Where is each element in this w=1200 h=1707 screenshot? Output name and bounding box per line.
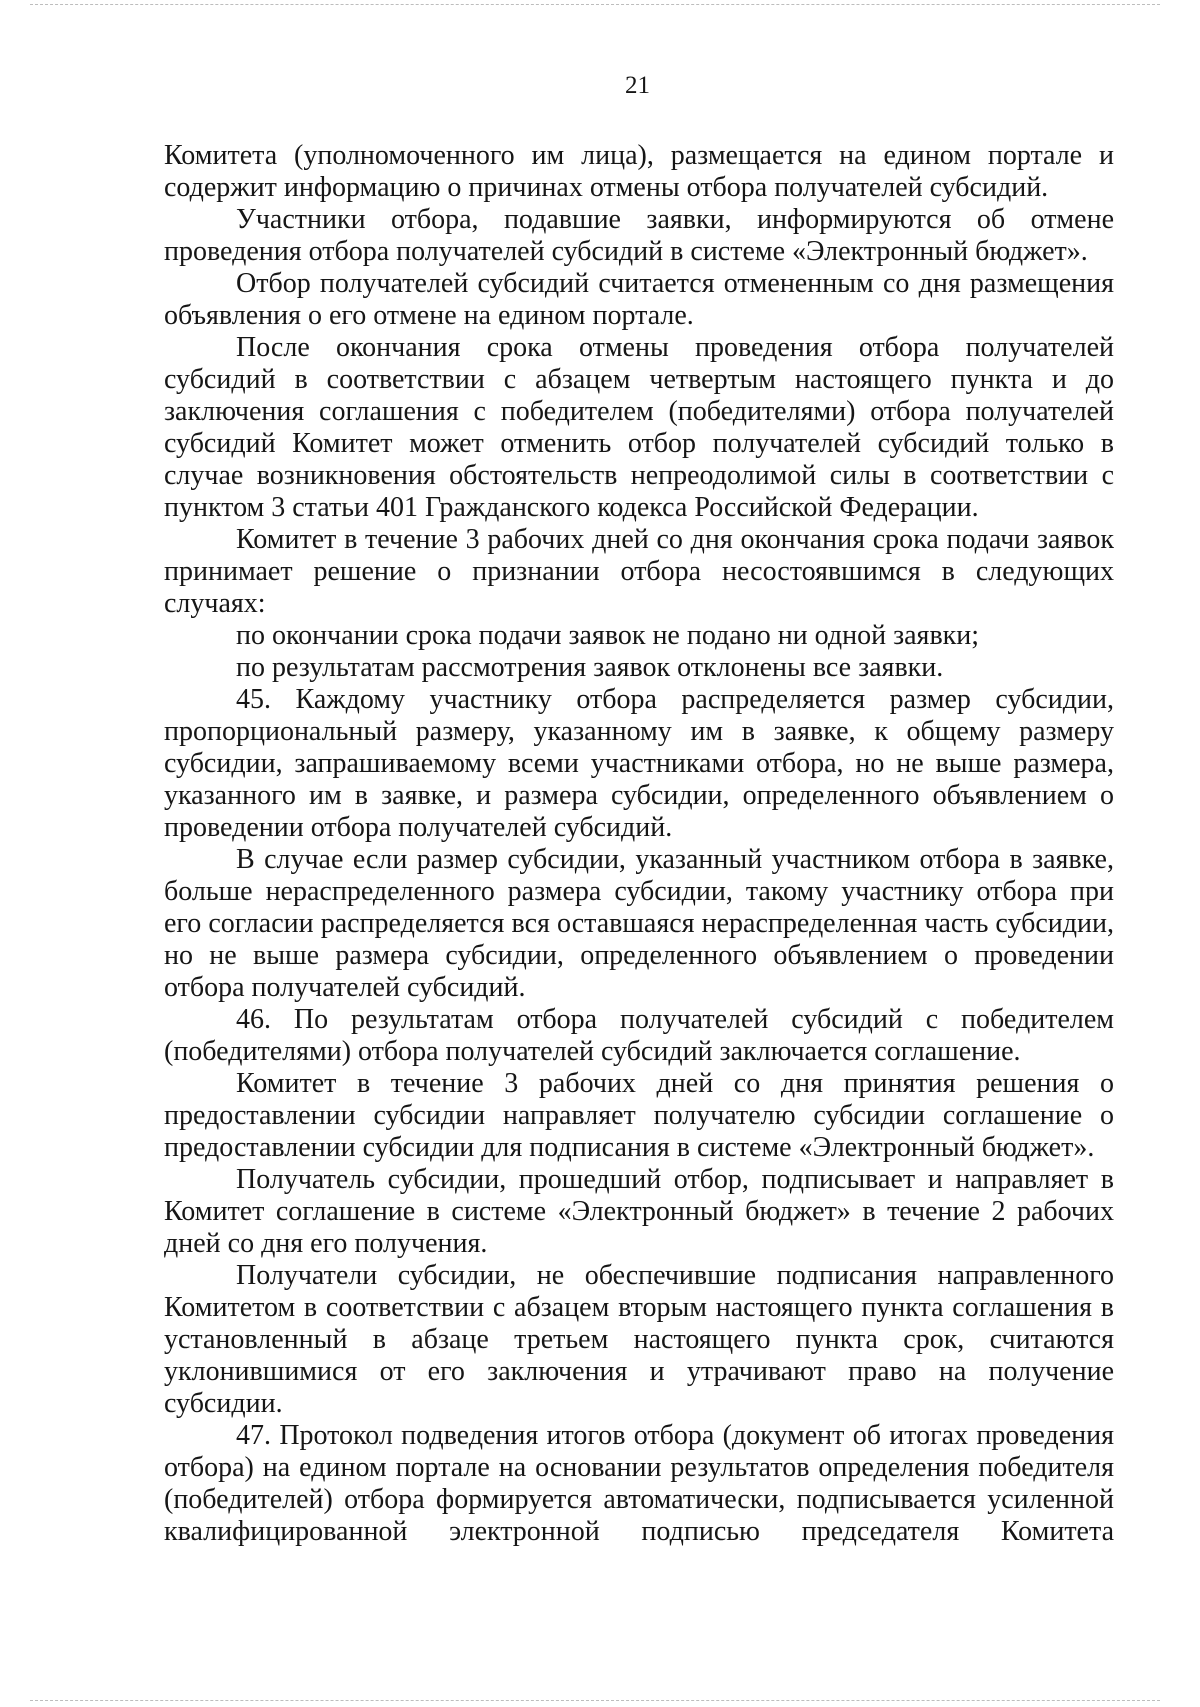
paragraph: Получатель субсидии, прошедший отбор, подписывает и направляет в Комитет соглашение в системе «Электронный бюджет» в течение 2 рабочих дней со дня его получения. bbox=[164, 1164, 1114, 1259]
paragraph: Комитет в течение 3 рабочих дней со дня принятия решения о предоставлении субсидии направляет получателю субсидии соглашение о предоставлении субсидии для подписания в системе «Электронный бюджет». bbox=[164, 1068, 1114, 1163]
paragraph: Получатели субсидии, не обеспечившие подписания направленного Комитетом в соответствии с абзацем вторым настоящего пункта соглашения в установленный в абзаце третьем настоящего пункта срок, считаются уклонившимися от его заключения и утрачивают право на получение субсидии. bbox=[164, 1260, 1114, 1419]
paragraph: Комитета (уполномоченного им лица), размещается на едином портале и содержит информацию о причинах отмены отбора получателей субсидий. bbox=[164, 140, 1114, 203]
list-item: по результатам рассмотрения заявок отклонены все заявки. bbox=[236, 652, 944, 683]
paragraph-item-46: 46. По результатам отбора получателей субсидий с победителем (победителями) отбора получателей субсидий заключается соглашение. bbox=[164, 1004, 1114, 1067]
paragraph: В случае если размер субсидии, указанный участником отбора в заявке, больше нераспределенного размера субсидии, такому участнику отбора при его согласии распределяется вся оставшаяся нераспределенная часть субсидии, но не выше размера субсидии, определенного объявлением о проведении отбора получателей субсидий. bbox=[164, 844, 1114, 1003]
page-number: 21 bbox=[625, 72, 650, 99]
document-body bbox=[164, 140, 1114, 1548]
list-item: по окончании срока подачи заявок не подано ни одной заявки; bbox=[236, 620, 980, 651]
scan-edge-bottom bbox=[30, 1700, 1160, 1701]
paragraph: Участники отбора, подавшие заявки, информируются об отмене проведения отбора получателей субсидий в системе «Электронный бюджет». bbox=[164, 204, 1114, 267]
scan-edge-top bbox=[30, 4, 1160, 5]
paragraph-item-47: 47. Протокол подведения итогов отбора (документ об итогах проведения отбора) на едином портале на основании результатов определения победителя (победителей) отбора формируется автоматически, подписывается усиленной квалифицированной электронной подписью председателя Комитета bbox=[164, 1420, 1114, 1547]
paragraph: После окончания срока отмены проведения отбора получателей субсидий в соответствии с абзацем четвертым настоящего пункта и до заключения соглашения с победителем (победителями) отбора получателей субсидий Комитет может отменить отбор получателей субсидий только в случае возникновения обстоятельств непреодолимой силы в соответствии с пунктом 3 статьи 401 Гражданского кодекса Российской Федерации. bbox=[164, 332, 1114, 523]
paragraph: Комитет в течение 3 рабочих дней со дня окончания срока подачи заявок принимает решение о признании отбора несостоявшимся в следующих случаях: bbox=[164, 524, 1114, 619]
paragraph: Отбор получателей субсидий считается отмененным со дня размещения объявления о его отмене на едином портале. bbox=[164, 268, 1114, 331]
paragraph-item-45: 45. Каждому участнику отбора распределяется размер субсидии, пропорциональный размеру, указанному им в заявке, к общему размеру субсидии, запрашиваемому всеми участниками отбора, но не выше размера, указанного им в заявке, и размера субсидии, определенного объявлением о проведении отбора получателей субсидий. bbox=[164, 684, 1114, 843]
